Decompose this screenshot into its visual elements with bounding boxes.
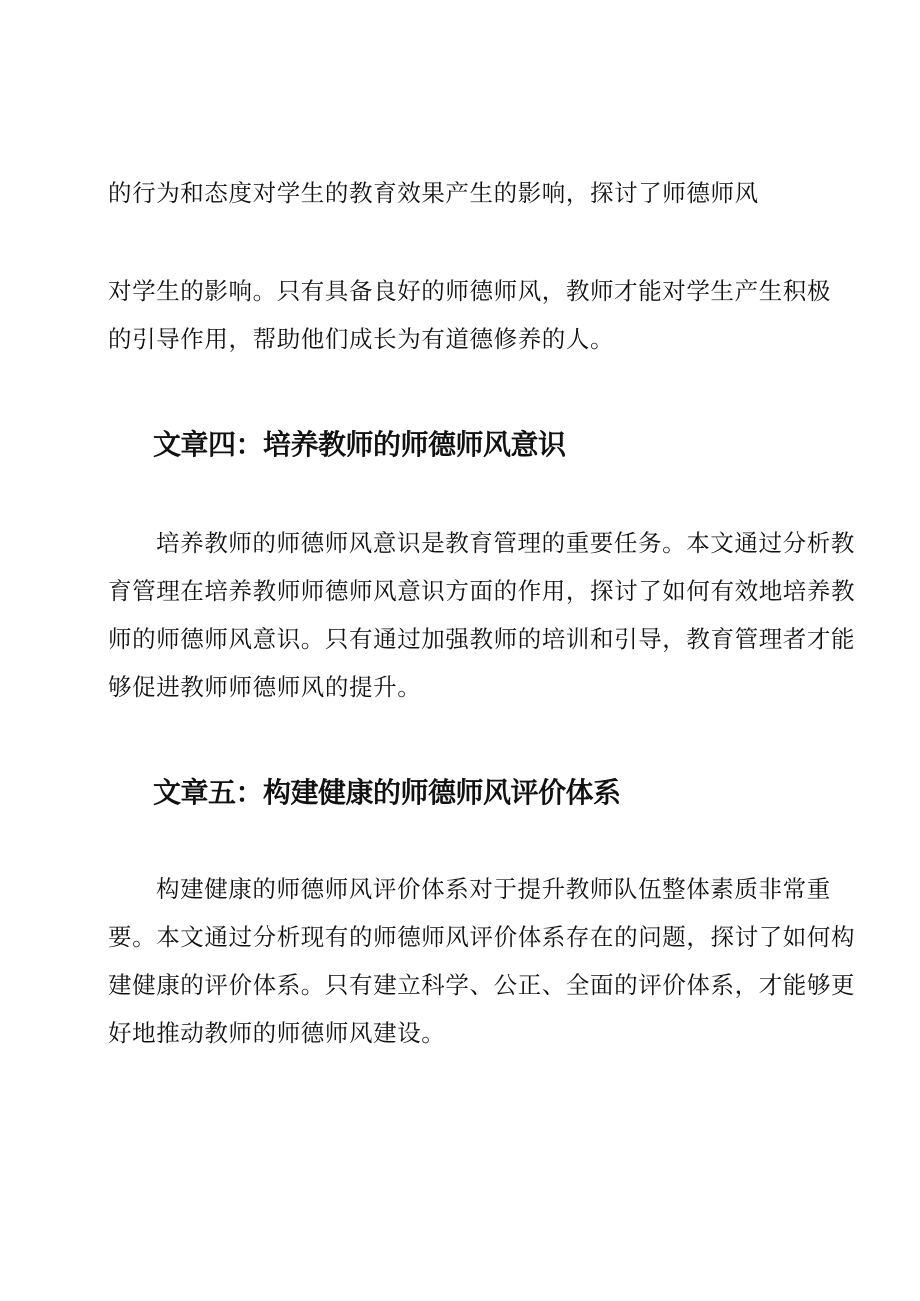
article-4-paragraph-line-2: 育管理在培养教师师德师风意识方面的作用，探讨了如何有效地培养教: [108, 577, 856, 605]
article-5-paragraph-line-2: 要。本文通过分析现有的师德师风评价体系存在的问题，探讨了如何构: [108, 923, 856, 951]
article-4-paragraph-line-1: 培养教师的师德师风意识是教育管理的重要任务。本文通过分析教: [156, 529, 855, 557]
article-5-paragraph-line-3: 建健康的评价体系。只有建立科学、公正、全面的评价体系，才能够更: [108, 971, 856, 999]
article-4-heading: 文章四：培养教师的师德师风意识: [153, 428, 566, 461]
article-5-paragraph-line-1: 构建健康的师德师风评价体系对于提升教师队伍整体素质非常重: [156, 875, 831, 903]
article-4-paragraph-line-3: 师的师德师风意识。只有通过加强教师的培训和引导，教育管理者才能: [108, 625, 856, 653]
article-4-paragraph-line-4: 够促进教师师德师风的提升。: [108, 673, 422, 701]
intro-paragraph-line-2: 对学生的影响。只有具备良好的师德师风，教师才能对学生产生积极: [108, 277, 831, 305]
article-5-heading: 文章五：构建健康的师德师风评价体系: [153, 776, 621, 809]
article-5-paragraph-line-4: 好地推动教师的师德师风建设。: [108, 1019, 446, 1047]
intro-paragraph-line-1: 的行为和态度对学生的教育效果产生的影响，探讨了师德师风: [108, 179, 759, 207]
intro-paragraph-line-3: 的引导作用，帮助他们成长为有道德修养的人。: [108, 325, 615, 353]
